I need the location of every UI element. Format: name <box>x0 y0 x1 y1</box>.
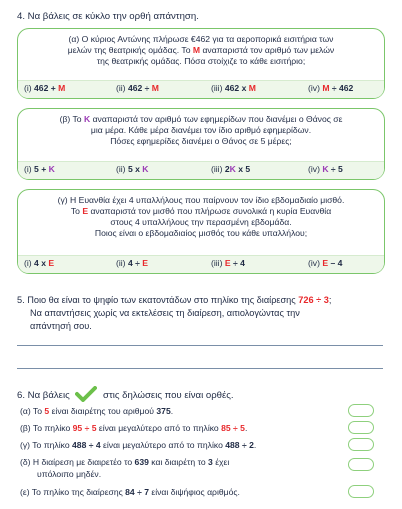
q4c-option-4[interactable]: (iv) E – 4 <box>308 258 343 268</box>
q5-line1: 5. Ποιο θα είναι το ψηφίο των εκατοντάδων στο πηλίκο της διαίρεσης 726 ÷ 3; <box>17 295 332 305</box>
q4b-line1: (β) Το K αναπαριστά τον αριθμό των εφημερίδων που διανέμει ο Θάνος σε <box>59 114 343 124</box>
q4c-line4: Ποιος είναι ο εβδομαδιαίος μισθός του κάθε υπαλλήλου; <box>94 228 308 238</box>
check-icon <box>75 386 97 402</box>
q6-statement-a: (α) Το 5 είναι διαιρέτης του αριθμού 375. <box>20 406 174 416</box>
answer-oval-c[interactable] <box>348 438 374 451</box>
q4a-option-1[interactable]: (i) 462 + M <box>24 83 66 93</box>
q4c-line3: στους 4 υπαλλήλους την περασμένη εβδομάδα. <box>110 217 292 227</box>
q4c-option-1[interactable]: (i) 4 x E <box>24 258 55 268</box>
q4c-option-2[interactable]: (ii) 4 ÷ E <box>116 258 148 268</box>
q4a-line3: της θεατρικής ομάδας. Πόσα στοίχιζε το κάθε εισιτήριο; <box>96 56 306 66</box>
q4-box-a <box>17 28 385 99</box>
q4b-line2: μια μέρα. Κάθε μέρα διανέμει τον ίδιο αριθμό εφημερίδων. <box>90 125 312 135</box>
q4-title: 4. Να βάλεις σε κύκλο την ορθή απάντηση. <box>17 11 199 22</box>
q6-title: 6. Να βάλεις στις δηλώσεις που είναι ορθές. <box>17 386 234 402</box>
q6-statement-d: (δ) Η διαίρεση με διαιρετέο το 639 και διαιρέτη το 3 έχει <box>20 457 230 467</box>
q5-line2: Να απαντήσεις χωρίς να εκτελέσεις τη διαίρεση, αιτιολογώντας την <box>30 308 300 318</box>
q4a-line2: μελών της θεατρικής ομάδας. Το M αναπαριστά τον αριθμό των μελών <box>67 45 335 55</box>
answer-oval-b[interactable] <box>348 421 374 434</box>
q4c-line1: (γ) Η Ευανθία έχει 4 υπαλλήλους που παίρνουν τον ίδιο εβδομαδιαίο μισθό. <box>57 195 345 205</box>
answer-oval-e[interactable] <box>348 485 374 498</box>
q4c-line2: Το E αναπαριστά τον μισθό που πλήρωσε συνολικά η κυρία Ευανθία <box>70 206 332 216</box>
q4b-line3: Πόσες εφημερίδες διανέμει ο Θάνος σε 5 μέρες; <box>110 136 292 146</box>
answer-line-1[interactable] <box>17 345 383 346</box>
answer-oval-a[interactable] <box>348 404 374 417</box>
q4a-option-2[interactable]: (ii) 462 ÷ M <box>116 83 159 93</box>
answer-line-2[interactable] <box>17 368 383 369</box>
q6-statement-b: (β) Το πηλίκο 95 ÷ 5 είναι μεγαλύτερο από το πηλίκο 85 ÷ 5. <box>20 423 248 433</box>
q6-statement-c: (γ) Το πηλίκο 488 ÷ 4 είναι μεγαλύτερο από το πηλίκο 488 ÷ 2. <box>20 440 257 450</box>
q4a-option-4[interactable]: (iv) M ÷ 462 <box>308 83 354 93</box>
q4b-option-3[interactable]: (iii) 2K x 5 <box>211 164 251 174</box>
q4a-line1: (α) Ο κύριος Αντώνης πλήρωσε €462 για τα αεροπορικά εισιτήρια των <box>68 34 334 44</box>
q4b-option-4[interactable]: (iv) K ÷ 5 <box>308 164 343 174</box>
q4b-option-1[interactable]: (i) 5 + K <box>24 164 55 174</box>
q4-box-b <box>17 108 385 180</box>
q4c-option-3[interactable]: (iii) E ÷ 4 <box>211 258 245 268</box>
q6-statement-d-line2: υπόλοιπο μηδέν. <box>37 469 102 479</box>
q4-box-c <box>17 189 385 274</box>
q5-line3: απάντησή σου. <box>30 321 92 331</box>
q4b-option-2[interactable]: (ii) 5 x K <box>116 164 149 174</box>
q4a-option-3[interactable]: (iii) 462 x M <box>211 83 256 93</box>
answer-oval-d[interactable] <box>348 458 374 471</box>
q6-statement-e: (ε) Το πηλίκο της διαίρεσης 84 ÷ 7 είναι διψήφιος αριθμός. <box>20 487 240 497</box>
